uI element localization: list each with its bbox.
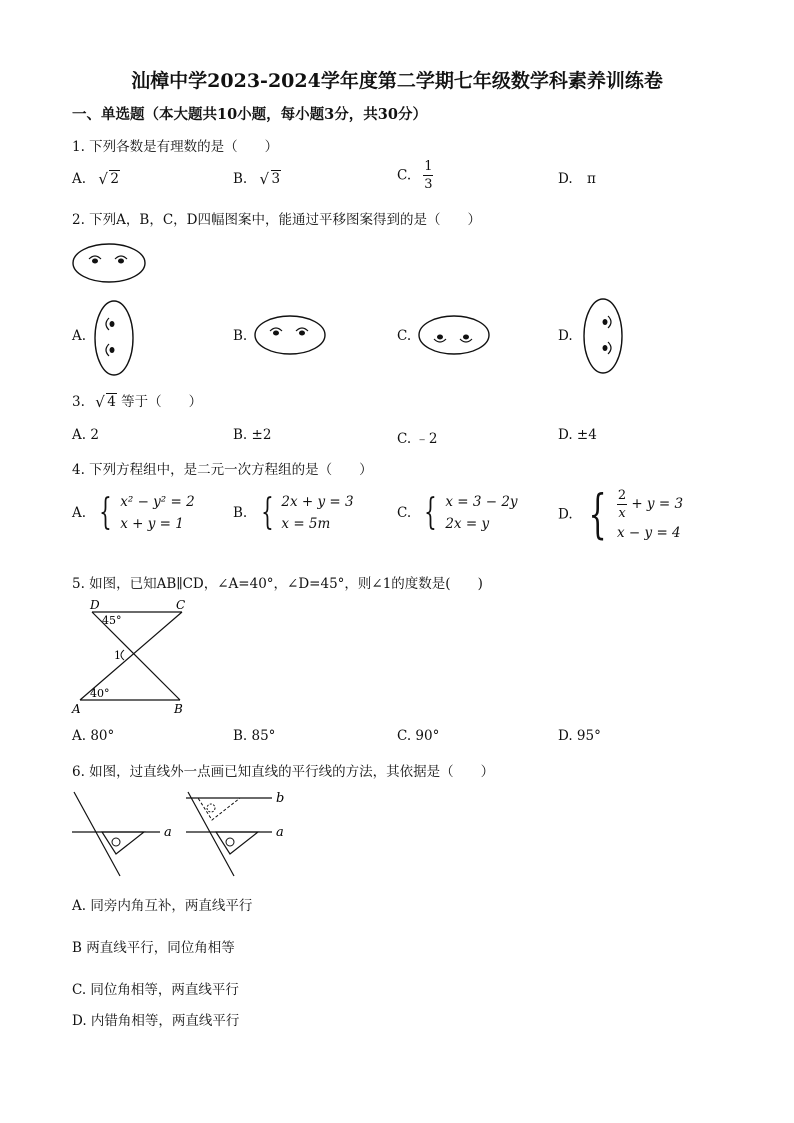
q4-b-label: B. [233,505,248,521]
q4-a-eq2: x + y = 1 [120,516,184,532]
q2-option-d-face[interactable] [582,298,624,376]
q1-option-b[interactable] [233,171,281,187]
q1-option-d[interactable] [558,171,596,187]
q1-d-label: D. [558,171,573,187]
q5-stem: 5. 如图，已知AB∥CD，∠A=40°，∠D=45°，则∠1的度数是( ) [72,576,483,592]
q1-d-value: π [586,171,596,187]
q5-angle-a: 40° [90,687,110,700]
q3-stem-suffix: 等于（ ） [121,394,203,410]
q6-label-b: b [276,791,285,806]
q5-option-d[interactable]: D. 95° [558,728,601,744]
q4-b-eq1: 2x + y = 3 [281,494,354,510]
q5-label-b: B [174,702,183,716]
q1-c-label: C. [397,167,412,184]
q4-c-eq2: 2x = y [445,516,490,532]
q4-d-denominator: x [618,506,626,521]
q4-d-eq2: x − y = 4 [617,525,681,541]
q5-label-c: C [176,598,186,612]
q6-figure [72,788,292,880]
q5-label-d: D [90,598,100,612]
q6-option-d[interactable]: D. 内错角相等，两直线平行 [72,1013,240,1029]
page-title: 汕樟中学2023-2024学年度第二学期七年级数学科素养训练卷 [131,70,663,92]
q2-d-label: D. [558,328,573,344]
q3-option-a[interactable]: A. 2 [72,427,99,443]
q4-option-c[interactable]: C. { x = 3 − 2y 2x = y [397,492,518,533]
q1-option-c[interactable] [397,159,433,192]
q2-c-label: C. [397,328,412,344]
q4-d-label: D. [558,506,573,523]
q2-stem: 2. 下列A，B，C，D四幅图案中，能通过平移图案得到的是（ ） [72,212,481,228]
q2-option-c-face[interactable] [418,314,492,356]
q5-option-a[interactable]: A. 80° [72,728,115,744]
q2-a-label: A. [72,328,87,344]
q1-b-label: B. [233,171,248,187]
q1-a-radicand: 2 [110,171,119,187]
q6-label-a-right: a [276,825,284,840]
q3-option-b[interactable]: B. ±2 [233,427,272,443]
q6-option-b[interactable]: B 两直线平行，同位角相等 [72,940,235,956]
q2-option-a-face[interactable] [94,300,136,378]
q3-stem-prefix: 3. [72,394,85,410]
q6-option-c[interactable]: C. 同位角相等，两直线平行 [72,982,239,998]
q3-radicand: 4 [107,394,116,410]
q5-label-a: A [72,702,81,716]
q1-a-label: A. [72,171,87,187]
q4-c-eq1: x = 3 − 2y [445,494,518,510]
q4-a-label: A. [72,505,87,521]
q4-stem: 4. 下列方程组中，是二元一次方程组的是（ ） [72,462,373,478]
q2-option-b-face[interactable] [254,314,328,356]
q4-option-a[interactable]: A. { x² − y² = 2 x + y = 1 [72,492,195,533]
q6-stem: 6. 如图，过直线外一点画已知直线的平行线的方法，其依据是（ ） [72,764,495,780]
q1-b-radicand: 3 [271,171,281,187]
q4-c-label: C. [397,505,412,521]
q5-angle-d: 45° [102,614,122,627]
q1-c-numerator: 1 [424,159,433,174]
q1-c-denominator: 3 [424,177,433,192]
q4-a-eq1: x² − y² = 2 [120,494,195,510]
q5-option-b[interactable]: B. 85° [233,728,276,744]
q5-angle-1: 1 [114,649,121,662]
q2-b-label: B. [233,328,248,344]
q4-b-eq2: x = 5m [281,516,331,532]
q5-option-c[interactable]: C. 90° [397,728,440,744]
q3-stem [72,390,202,410]
q3-option-d[interactable]: D. ±4 [558,427,597,443]
q6-option-a[interactable]: A. 同旁内角互补，两直线平行 [72,898,253,914]
q4-option-b[interactable]: B. { 2x + y = 3 x = 5m [233,492,354,533]
q5-figure [72,598,192,716]
q4-option-d[interactable]: D. { $\frac{2}{x}$ + y = 3 x − y = 4 [558,484,684,545]
q3-option-c[interactable]: C. ﹣2 [397,431,438,447]
q1-option-a[interactable] [72,171,120,187]
q1-stem: 1. 下列各数是有理数的是（ ） [72,139,279,155]
q4-d-numerator: 2 [617,488,627,503]
q2-reference-face [72,242,148,284]
q6-label-a-left: a [164,825,172,840]
q4-d-eq1-rest: + y = 3 [631,496,684,512]
section-heading: 一、单选题（本大题共10小题，每小题3分，共30分） [72,106,427,123]
